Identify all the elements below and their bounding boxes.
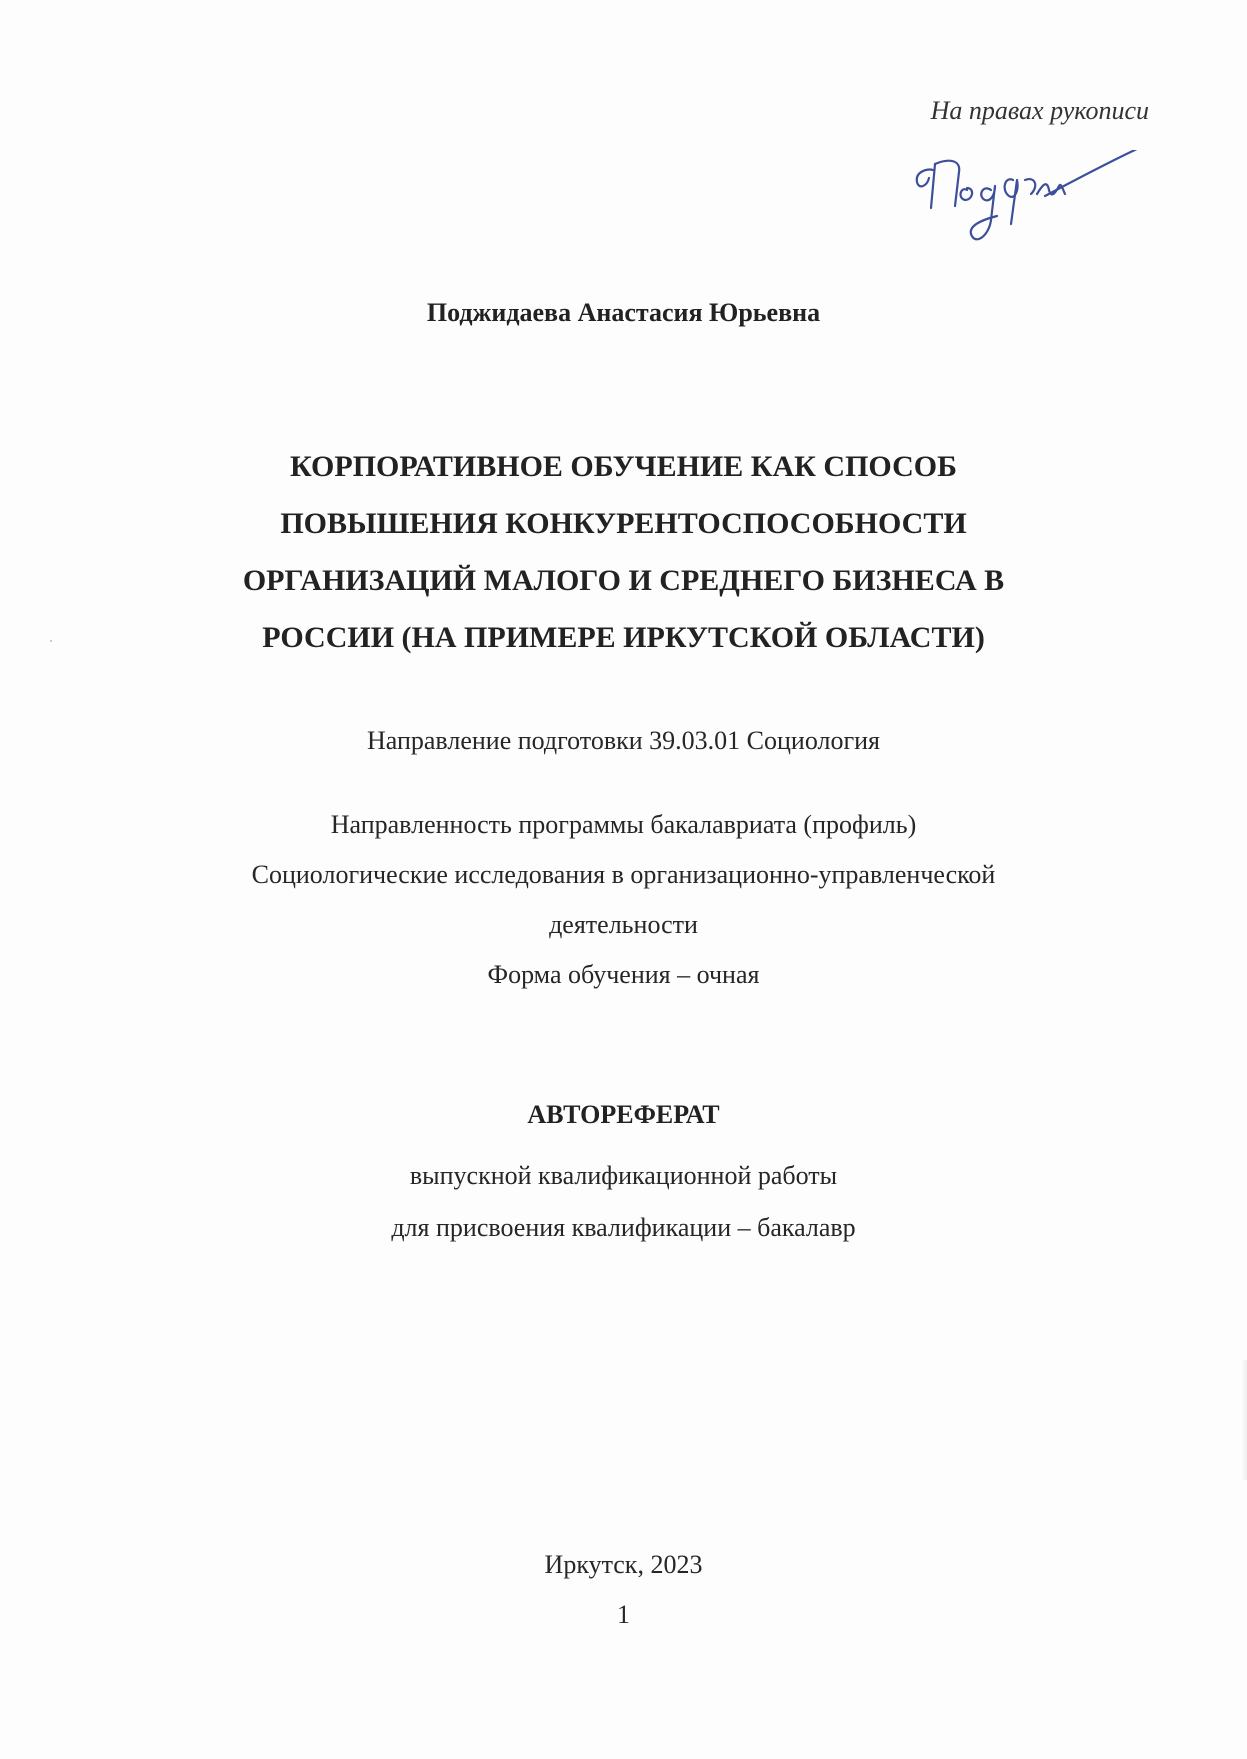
title-line: ПОВЫШЕНИЯ КОНКУРЕНТОСПОСОБНОСТИ [280,507,967,540]
page-number: 1 [617,1600,630,1629]
author-name: Поджидаева Анастасия Юрьевна [426,298,821,327]
abstract-heading: АВТОРЕФЕРАТ [527,1100,720,1129]
profile-line: Социологические исследования в организационно-управленческой [251,860,996,889]
rights-note: На правах рукописи [930,96,1149,125]
profile-line: Форма обучения – очная [487,960,760,989]
abstract-subtitle [0,1150,1247,1254]
profile-line: Направленность программы бакалавриата (профиль) [330,810,917,839]
city-year: Иркутск, 2023 [544,1550,703,1579]
abstract-line: выпускной квалификационной работы [409,1161,838,1190]
profile-line: деятельности [549,910,698,939]
abstract-line: для присвоения квалификации – бакалавр [391,1213,856,1242]
scan-edge-shadow [1241,1360,1247,1480]
training-direction: Направление подготовки 39.03.01 Социология [367,726,880,755]
title-line: КОРПОРАТИВНОЕ ОБУЧЕНИЕ КАК СПОСОБ [290,450,957,483]
work-title [0,438,1247,666]
handwritten-signature-icon [905,150,1145,270]
title-line: РОССИИ (НА ПРИМЕРЕ ИРКУТСКОЙ ОБЛАСТИ) [262,621,985,654]
title-line: ОРГАНИЗАЦИЙ МАЛОГО И СРЕДНЕГО БИЗНЕСА В [242,564,1005,597]
program-profile [0,800,1247,1000]
